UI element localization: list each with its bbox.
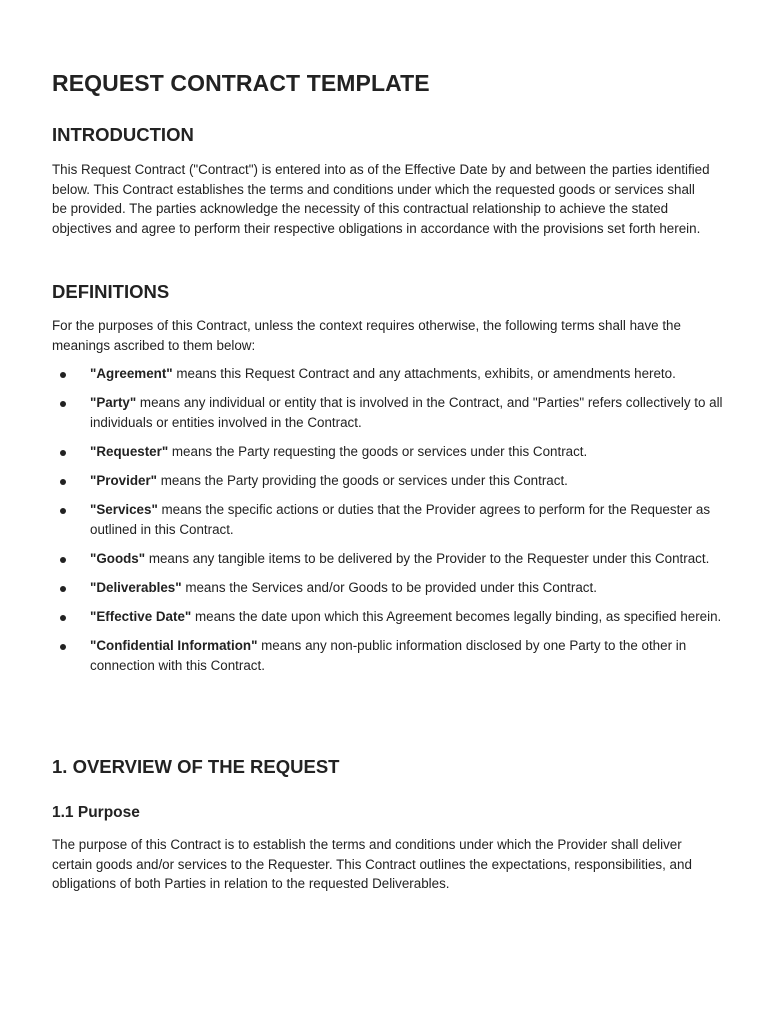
definitions-heading: DEFINITIONS [52, 281, 170, 302]
overview-heading: 1. OVERVIEW OF THE REQUEST [52, 756, 340, 777]
definition-term: "Party" [90, 395, 137, 411]
definition-term: "Provider" [90, 472, 158, 488]
definition-term: "Goods" [90, 550, 146, 566]
bullet-icon [60, 372, 66, 378]
bullet-icon [60, 557, 66, 563]
definition-item [52, 471, 724, 491]
definitions-lead: For the purposes of this Contract, unless the context requires otherwise, the following terms shall have the meanings ascribed to them below: [52, 318, 681, 353]
definition-text: means the Party requesting the goods or services under this Contract. [168, 443, 588, 459]
purpose-heading: 1.1 Purpose [52, 804, 140, 821]
definition-item [52, 364, 724, 384]
definition-term: "Services" [90, 501, 158, 517]
bullet-icon [60, 644, 66, 650]
definition-term: "Effective Date" [90, 608, 192, 624]
definition-text: means the Services and/or Goods to be provided under this Contract. [181, 579, 597, 595]
definition-item [52, 549, 724, 569]
bullet-icon [60, 479, 66, 485]
definition-item [52, 607, 724, 627]
introduction-text: This Request Contract ("Contract") is entered into as of the Effective Date by and between the parties identified below. This Contract establishes the terms and conditions under which the requested goods or services shall be provided. The parties acknowledge the necessity of this contractual relationship to achieve the stated objectives and agree to perform their respective obligations in accordance with the provisions set forth herein. [52, 162, 710, 236]
definition-item [52, 636, 724, 675]
definition-text: means any non-public information disclosed by one Party to the other in connection with this Contract. [90, 637, 687, 673]
definition-item [52, 578, 724, 598]
definition-item [52, 442, 724, 462]
definition-text: means the specific actions or duties that the Provider agrees to perform for the Requester as outlined in this Contract. [90, 501, 711, 537]
bullet-icon [60, 586, 66, 592]
definition-term: "Requester" [90, 443, 169, 459]
bullet-icon [60, 508, 66, 514]
definition-text: means any tangible items to be delivered by the Provider to the Requester under this Contract. [145, 550, 710, 566]
definition-text: means the Party providing the goods or services under this Contract. [157, 472, 568, 488]
bullet-icon [60, 615, 66, 621]
bullet-icon [60, 450, 66, 456]
introduction-heading: INTRODUCTION [52, 124, 194, 145]
definition-text: means this Request Contract and any attachments, exhibits, or amendments hereto. [172, 366, 676, 381]
definition-item [52, 393, 724, 432]
definition-term: "Agreement" [90, 366, 173, 381]
definition-item [52, 500, 724, 539]
definition-term: "Deliverables" [90, 579, 182, 595]
definition-text: means the date upon which this Agreement becomes legally binding, as specified herein. [191, 608, 722, 624]
definition-term: "Confidential Information" [90, 637, 258, 653]
purpose-text: The purpose of this Contract is to establish the terms and conditions under which the Provider shall deliver certain goods and/or services to the Requester. This Contract outlines the expectations, responsibilities, and obligations of both Parties in relation to the requested Deliverables. [52, 837, 692, 892]
document-title: REQUEST CONTRACT TEMPLATE [52, 70, 430, 96]
bullet-icon [60, 401, 66, 407]
definition-text: means any individual or entity that is involved in the Contract, and "Parties" refers collectively to all individuals or entities involved in the Contract. [90, 395, 723, 430]
definitions-list [52, 364, 724, 685]
